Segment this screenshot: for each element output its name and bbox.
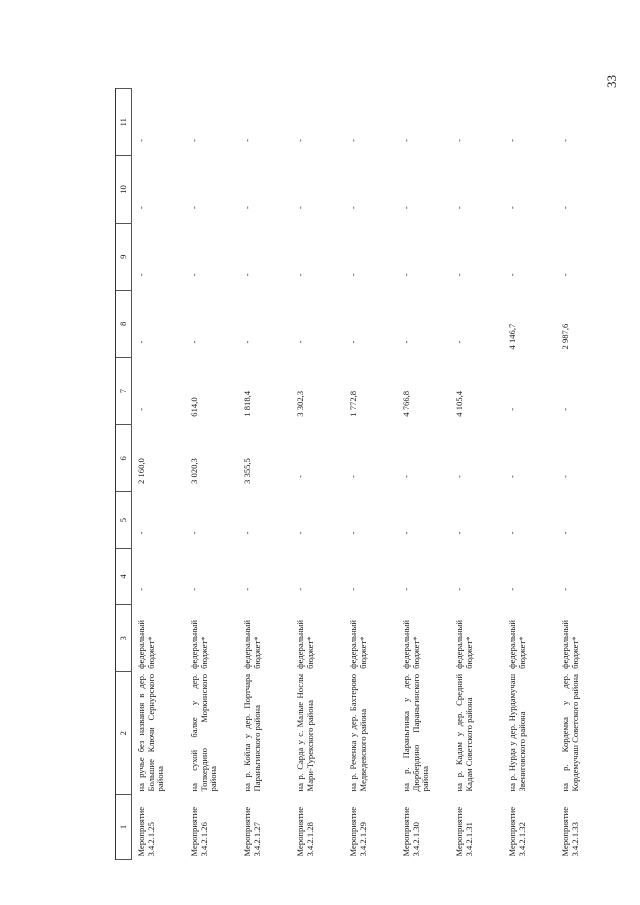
amount-cell: - bbox=[295, 206, 305, 210]
amount-cell: - bbox=[189, 138, 199, 142]
amount-cell: - bbox=[242, 587, 252, 591]
amount-cell: - bbox=[189, 587, 199, 591]
table-header bbox=[116, 89, 132, 860]
amount-cell: - bbox=[348, 587, 358, 591]
amount-cell: - bbox=[136, 206, 146, 210]
funding-source-cell: федеральный бюджет* bbox=[560, 620, 580, 669]
amount-cell: 2 160,0 bbox=[136, 458, 146, 484]
amount-cell: - bbox=[189, 340, 199, 344]
amount-cell: - bbox=[348, 206, 358, 210]
object-description-cell: на р. Параньгинка у дер. Дюрбердино Параньгинского района bbox=[401, 673, 431, 792]
measure-id-cell: Мероприятие 3.4.2.1.29 bbox=[348, 806, 368, 857]
funding-source-cell: федеральный бюджет* bbox=[348, 620, 368, 669]
amount-cell: - bbox=[348, 340, 358, 344]
amount-cell: - bbox=[507, 531, 517, 535]
amount-cell: - bbox=[136, 587, 146, 591]
amount-cell: - bbox=[507, 138, 517, 142]
amount-cell: - bbox=[560, 531, 570, 535]
amount-cell: 3 302,3 bbox=[295, 390, 305, 417]
amount-cell: - bbox=[348, 138, 358, 142]
amount-cell: - bbox=[560, 587, 570, 591]
amount-cell: 3 355,5 bbox=[242, 458, 252, 484]
amount-cell: - bbox=[454, 340, 464, 344]
amount-cell: - bbox=[454, 273, 464, 277]
column-header: 8 bbox=[116, 290, 132, 357]
object-description-cell: на р. Сарда у с. Малые Нослы Мари-Турекского района bbox=[295, 673, 315, 792]
amount-cell: - bbox=[560, 138, 570, 142]
amount-cell: 1 772,8 bbox=[348, 390, 358, 417]
column-header: 11 bbox=[116, 89, 132, 156]
amount-cell: - bbox=[560, 407, 570, 411]
amount-cell: - bbox=[295, 340, 305, 344]
funding-source-cell: федеральный бюджет* bbox=[454, 620, 474, 669]
funding-source-cell: федеральный бюджет* bbox=[242, 620, 262, 669]
amount-cell: - bbox=[454, 475, 464, 478]
amount-cell: 4 766,8 bbox=[401, 390, 411, 417]
amount-cell: - bbox=[507, 475, 517, 478]
object-description-cell: на сухой балке у дер. Топкердино Моркинского района bbox=[189, 673, 219, 792]
amount-cell: - bbox=[507, 407, 517, 411]
measure-id-cell: Мероприятие 3.4.2.1.32 bbox=[507, 806, 527, 857]
amount-cell: - bbox=[401, 340, 411, 344]
amount-cell: - bbox=[348, 273, 358, 277]
amount-cell: - bbox=[242, 138, 252, 142]
amount-cell: 3 020,3 bbox=[189, 458, 199, 484]
amount-cell: - bbox=[507, 206, 517, 210]
amount-cell: - bbox=[295, 531, 305, 535]
table-top-border bbox=[115, 88, 116, 860]
column-header: 2 bbox=[116, 672, 132, 795]
amount-cell: 1 818,4 bbox=[242, 390, 252, 417]
table-row bbox=[397, 89, 450, 860]
measure-id-cell: Мероприятие 3.4.2.1.28 bbox=[295, 806, 315, 857]
amount-cell: - bbox=[189, 531, 199, 535]
table-row bbox=[556, 89, 609, 860]
amount-cell: - bbox=[454, 531, 464, 535]
amount-cell: - bbox=[401, 531, 411, 535]
amount-cell: - bbox=[136, 138, 146, 142]
measure-id-cell: Мероприятие 3.4.2.1.31 bbox=[454, 806, 474, 857]
amount-cell: - bbox=[295, 587, 305, 591]
amount-cell: - bbox=[189, 273, 199, 277]
amount-cell: - bbox=[348, 531, 358, 535]
amount-cell: - bbox=[454, 206, 464, 210]
object-description-cell: на р. Койла у дер. Портчара Параньгинского района bbox=[242, 673, 262, 792]
amount-cell: 4 105,4 bbox=[454, 390, 464, 417]
amount-cell: 4 146,7 bbox=[507, 323, 517, 350]
object-description-cell: на р. Реченка у дер. Бахтерово Медведевского района bbox=[348, 673, 368, 792]
amount-cell: - bbox=[295, 273, 305, 277]
table-row bbox=[132, 89, 186, 860]
column-header: 10 bbox=[116, 156, 132, 223]
amount-cell: - bbox=[401, 138, 411, 142]
funding-source-cell: федеральный бюджет* bbox=[507, 620, 527, 669]
amount-cell: - bbox=[136, 531, 146, 535]
table-row bbox=[503, 89, 556, 860]
table-row bbox=[291, 89, 344, 860]
amount-cell: - bbox=[136, 407, 146, 411]
amount-cell: - bbox=[348, 475, 358, 478]
measure-id-cell: Мероприятие 3.4.2.1.33 bbox=[560, 806, 580, 857]
amount-cell: - bbox=[507, 273, 517, 277]
amount-cell: - bbox=[242, 531, 252, 535]
table-row bbox=[344, 89, 397, 860]
amount-cell: - bbox=[454, 587, 464, 591]
amount-cell: - bbox=[242, 273, 252, 277]
amount-cell: - bbox=[295, 475, 305, 478]
column-header: 3 bbox=[116, 605, 132, 672]
amount-cell: 2 987,6 bbox=[560, 323, 570, 350]
amount-cell: - bbox=[401, 273, 411, 277]
amount-cell: - bbox=[401, 475, 411, 478]
funding-source-cell: федеральный бюджет* bbox=[295, 620, 315, 669]
column-header: 6 bbox=[116, 425, 132, 492]
amount-cell: - bbox=[401, 206, 411, 210]
funding-source-cell: федеральный бюджет* bbox=[136, 620, 156, 669]
funding-source-cell: федеральный бюджет* bbox=[189, 620, 209, 669]
measure-id-cell: Мероприятие 3.4.2.1.27 bbox=[242, 806, 262, 857]
object-description-cell: на р. Кордемка у дер. Кордемучаш Советского района bbox=[560, 673, 580, 792]
amount-cell: - bbox=[136, 340, 146, 344]
page-number: 33 bbox=[604, 75, 619, 88]
amount-cell: - bbox=[242, 340, 252, 344]
amount-cell: - bbox=[295, 138, 305, 142]
amount-cell: - bbox=[560, 273, 570, 277]
table-row bbox=[185, 89, 238, 860]
table-row bbox=[450, 89, 503, 860]
financing-table bbox=[116, 88, 609, 860]
object-description-cell: на р. Нурда у дер. Нурдамучаш Звениговского района bbox=[507, 673, 527, 792]
table-row bbox=[238, 89, 291, 860]
amount-cell: - bbox=[242, 206, 252, 210]
column-header: 1 bbox=[116, 794, 132, 859]
measure-id-cell: Мероприятие 3.4.2.1.30 bbox=[401, 806, 421, 857]
column-header: 5 bbox=[116, 492, 132, 548]
funding-source-cell: федеральный бюджет* bbox=[401, 620, 421, 669]
amount-cell: 614,0 bbox=[189, 397, 199, 417]
rotated-table-container bbox=[116, 88, 616, 860]
measure-id-cell: Мероприятие 3.4.2.1.26 bbox=[189, 806, 209, 857]
amount-cell: - bbox=[189, 206, 199, 210]
column-header: 9 bbox=[116, 223, 132, 290]
amount-cell: - bbox=[560, 206, 570, 210]
measure-id-cell: Мероприятие 3.4.2.1.25 bbox=[136, 806, 156, 857]
amount-cell: - bbox=[507, 587, 517, 591]
object-description-cell: на ручье без названия в дер. Большие Ключи Сернурского района bbox=[136, 673, 166, 792]
amount-cell: - bbox=[136, 273, 146, 277]
amount-cell: - bbox=[560, 475, 570, 478]
object-description-cell: на р. Кадам у дер. Средний Кадам Советского района bbox=[454, 673, 474, 792]
column-header: 7 bbox=[116, 358, 132, 425]
column-header: 4 bbox=[116, 548, 132, 604]
table-body bbox=[132, 89, 610, 860]
amount-cell: - bbox=[454, 138, 464, 142]
amount-cell: - bbox=[401, 587, 411, 591]
